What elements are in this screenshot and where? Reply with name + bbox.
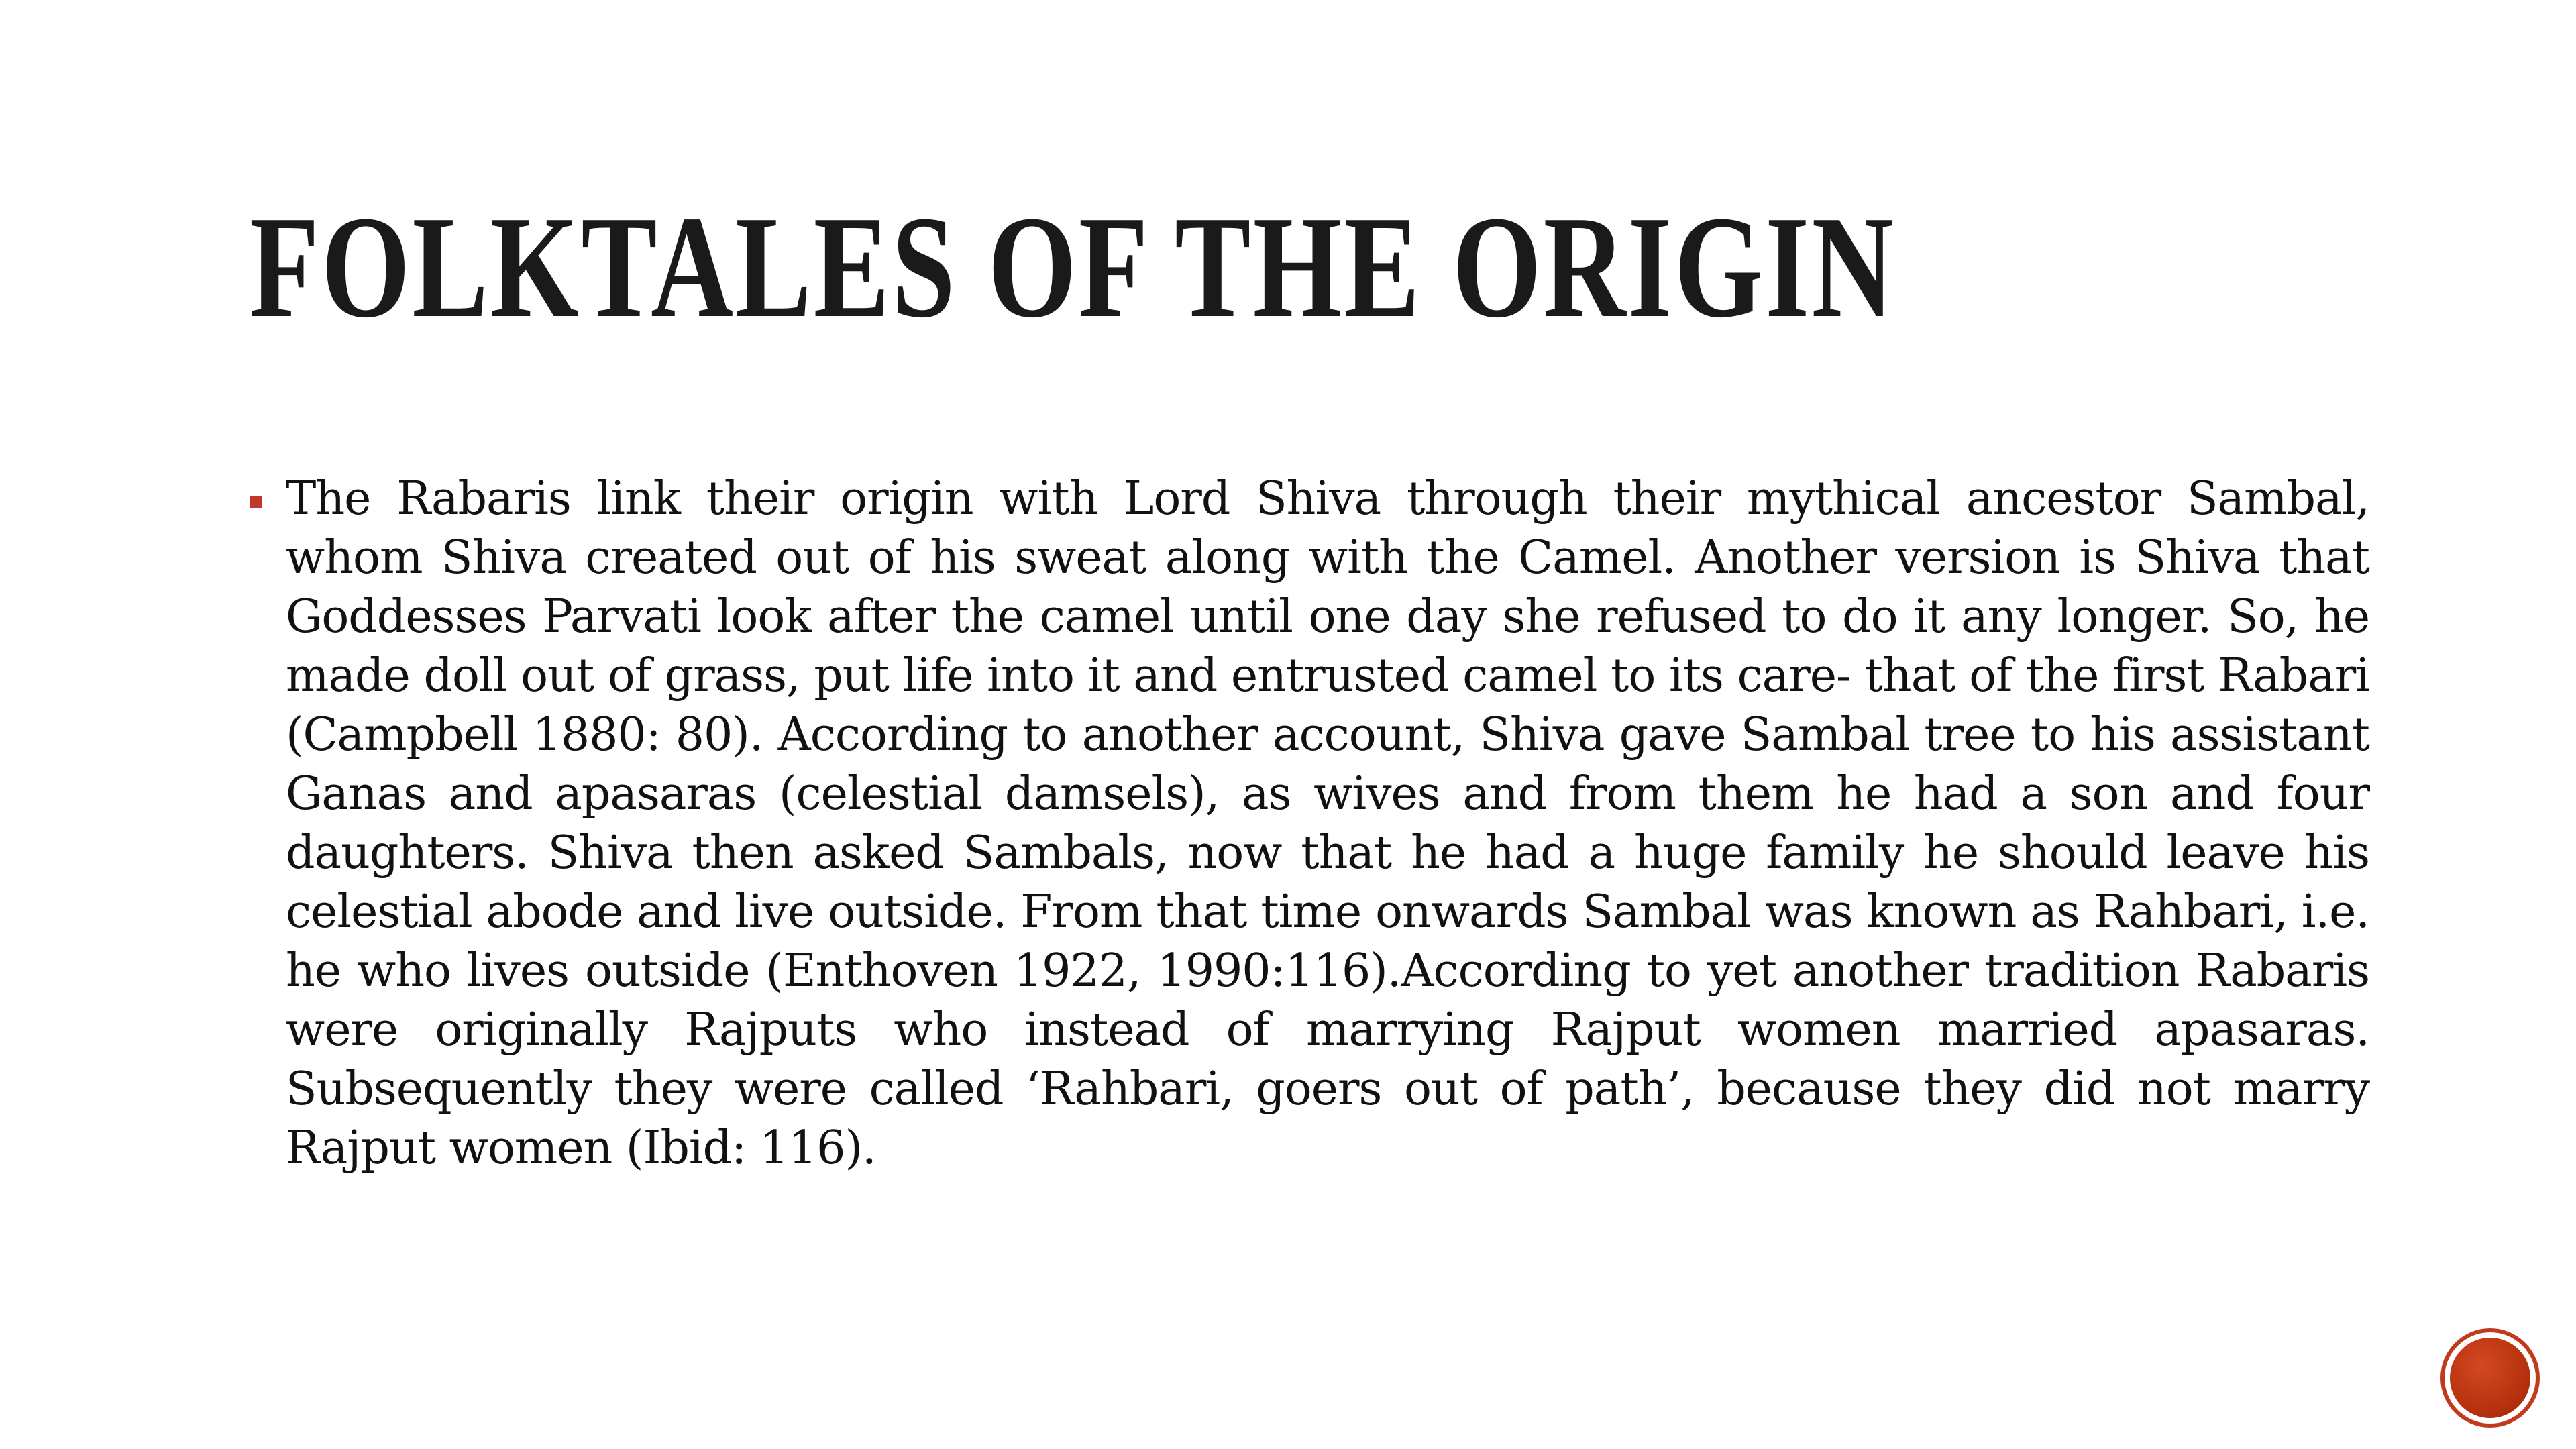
circle-nav-icon bbox=[2450, 1338, 2530, 1418]
bullet-text: The Rabaris link their origin with Lord Shiva through their mythical ancestor Sambal, whom Shiva created out of his sweat along with the Camel. Another version is Shiva that Goddesses Parvati look after the camel until one day she refused to do it any longer. So, he made doll out of grass, put life into it and entrusted camel to its care- that of the first Rabari (Campbell 1880: 80). According to another account, Shiva gave Sambal tree to his assistant Ganas and apasaras (celestial damsels), as wives and from them he had a son and four daughters. Shiva then asked Sambals, now that he had a huge family he should leave his celestial abode and live outside. From that time onwards Sambal was known as Rahbari, i.e. he who lives outside (Enthoven 1922, 1990:116).According to yet another tradition Rabaris were originally Rajputs who instead of marrying Rajput women married apasaras. Subsequently they were called ‘Rahbari, goers out of path’, because they did not marry Rajput women (Ibid: 116). bbox=[286, 472, 2369, 1175]
slide-title: FOLKTALES OF THE ORIGIN bbox=[250, 186, 1896, 348]
bullet-item bbox=[250, 470, 2369, 1178]
slide-nav-button[interactable] bbox=[2445, 1332, 2536, 1424]
square-bullet-icon bbox=[250, 496, 262, 508]
slide-content bbox=[250, 470, 2369, 1178]
